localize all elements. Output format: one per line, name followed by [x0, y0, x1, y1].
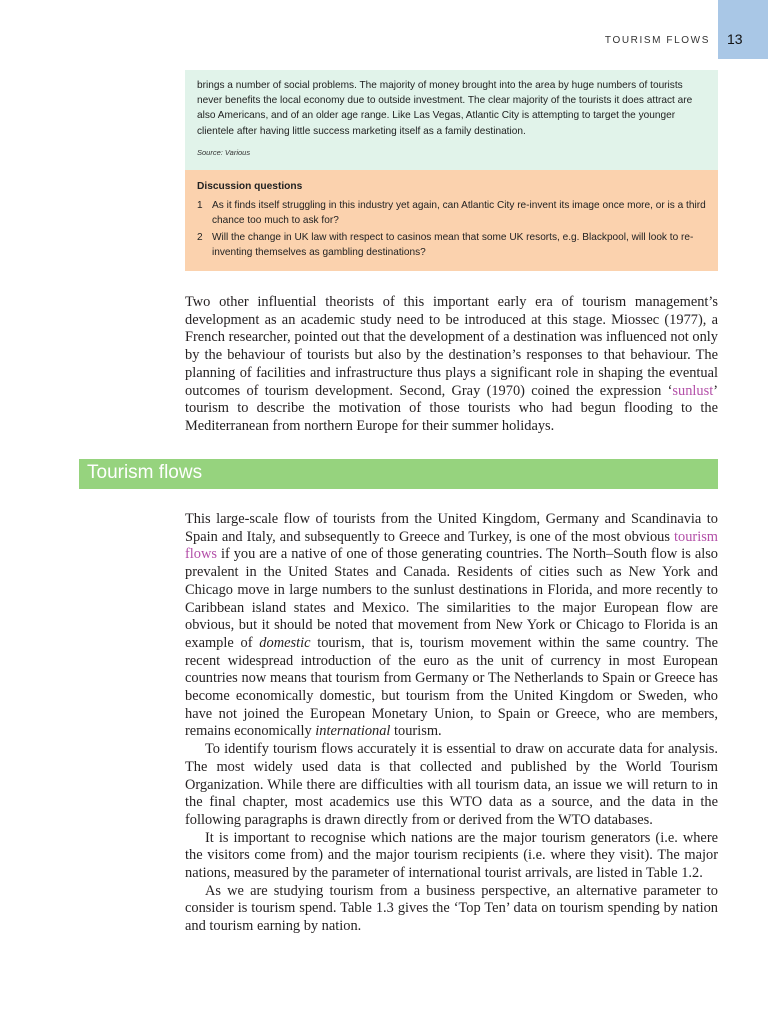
body-text: tourism. — [390, 723, 442, 740]
section-title: Tourism flows — [87, 462, 203, 483]
intro-paragraph-block — [185, 294, 718, 436]
body-text: if you are a native of one of those generating countries. The North–South flow is also prevalent in the United States and Canada. Residents of cities such as New York and Chicago move in large numbers to the sunlust destinations in Florida, and more recently to Caribbean island states and Mexico. The similarities to the major European flow are obvious, but it should be noted that movement from New York or Chicago to Florida is an example of — [185, 546, 718, 651]
case-study-text-panel — [185, 70, 718, 170]
question-text: Will the change in UK law with respect to casinos mean that some UK resorts, e.g. Blackpool, will look to re-inventing themselves as gambling destinations? — [212, 231, 694, 258]
discussion-questions-title: Discussion questions — [197, 181, 303, 193]
page-number: 13 — [727, 31, 743, 47]
discussion-question — [197, 230, 706, 260]
intro-text-2: ’ tourism to describe the motivation of those tourists who had begun flooding to the Mediterranean from northern Europe for their summer holidays. — [185, 382, 718, 434]
body-paragraph-1 — [185, 511, 718, 741]
discussion-questions-list — [197, 198, 706, 260]
body-paragraph-4: As we are studying tourism from a business perspective, an alternative parameter to consider is tourism spend. Table 1.3 gives the ‘Top Ten’ data on tourism spending by nation and tourism earning by nation. — [185, 882, 718, 935]
running-head: TOURISM FLOWS — [604, 35, 710, 46]
case-study-text: brings a number of social problems. The majority of money brought into the area by huge numbers of tourists never benefits the local economy due to outside investment. The clear majority of the tourists it does attract are also Americans, and of an older age range. Like Las Vegas, Atlantic City is attempting to target the younger clientele after having little success marketing itself as a family destination. — [197, 80, 693, 137]
italic-domestic: domestic — [259, 634, 311, 651]
intro-paragraph — [185, 294, 718, 436]
question-number: 1 — [197, 200, 203, 212]
body-paragraph-2: To identify tourism flows accurately it is essential to draw on accurate data for analysis. The most widely used data is that collected and published by the World Tourism Organization. While there are difficulties with all tourism data, an issue we will return to in the final chapter, most academics use this WTO data as a source, and the data in the following paragraphs is drawn directly from or derived from the WTO databases. — [185, 741, 718, 828]
section-body — [185, 511, 718, 936]
intro-text-1: Two other influential theorists of this important early era of tourism management’s development as an academic study need to be introduced at this stage. Miossec (1977), a French researcher, pointed out that the development of a destination was influenced not only by the behaviour of tourists but also by the destination’s responses to that behaviour. The planning of facilities and infrastructure thus plays a significant role in shaping the eventual outcomes of tourism development. Second, Gray (1970) coined the expression ‘ — [185, 294, 718, 399]
body-text: This large-scale flow of tourists from the United Kingdom, Germany and Scandinavia to Spain and Italy, and subsequently to Greece and Turkey, is one of the most obvious — [185, 511, 718, 545]
question-number: 2 — [197, 231, 203, 243]
keyword-sunlust: sunlust — [672, 382, 714, 399]
page-number-tab — [718, 0, 768, 59]
body-text: tourism, that is, tourism movement within the same country. The recent widespread introduction of the euro as the unit of currency in most European countries now means that tourism from Germany or The Netherlands to Spain or Greece has become economically domestic, but tourism from the United Kingdom or Sweden, who have not joined the European Monetary Union, to Spain or Greece, who are members, remains economically — [185, 634, 718, 740]
case-study-source: Source: Various — [197, 147, 251, 157]
keyword-tourism-flows: tourism flows — [185, 528, 718, 563]
discussion-questions-panel — [185, 170, 718, 271]
discussion-question — [197, 198, 706, 228]
italic-international: international — [315, 723, 391, 740]
question-text: As it finds itself struggling in this industry yet again, can Atlantic City re-invent its image once more, or is a third chance too much to ask for? — [212, 200, 706, 227]
section-heading-bar — [79, 459, 718, 489]
body-paragraph-3: It is important to recognise which nations are the major tourism generators (i.e. where the visitors come from) and the major tourism recipients (i.e. where they visit). The major nations, measured by the parameter of international tourist arrivals, are listed in Table 1.2. — [185, 829, 718, 882]
case-study-box — [185, 70, 718, 271]
